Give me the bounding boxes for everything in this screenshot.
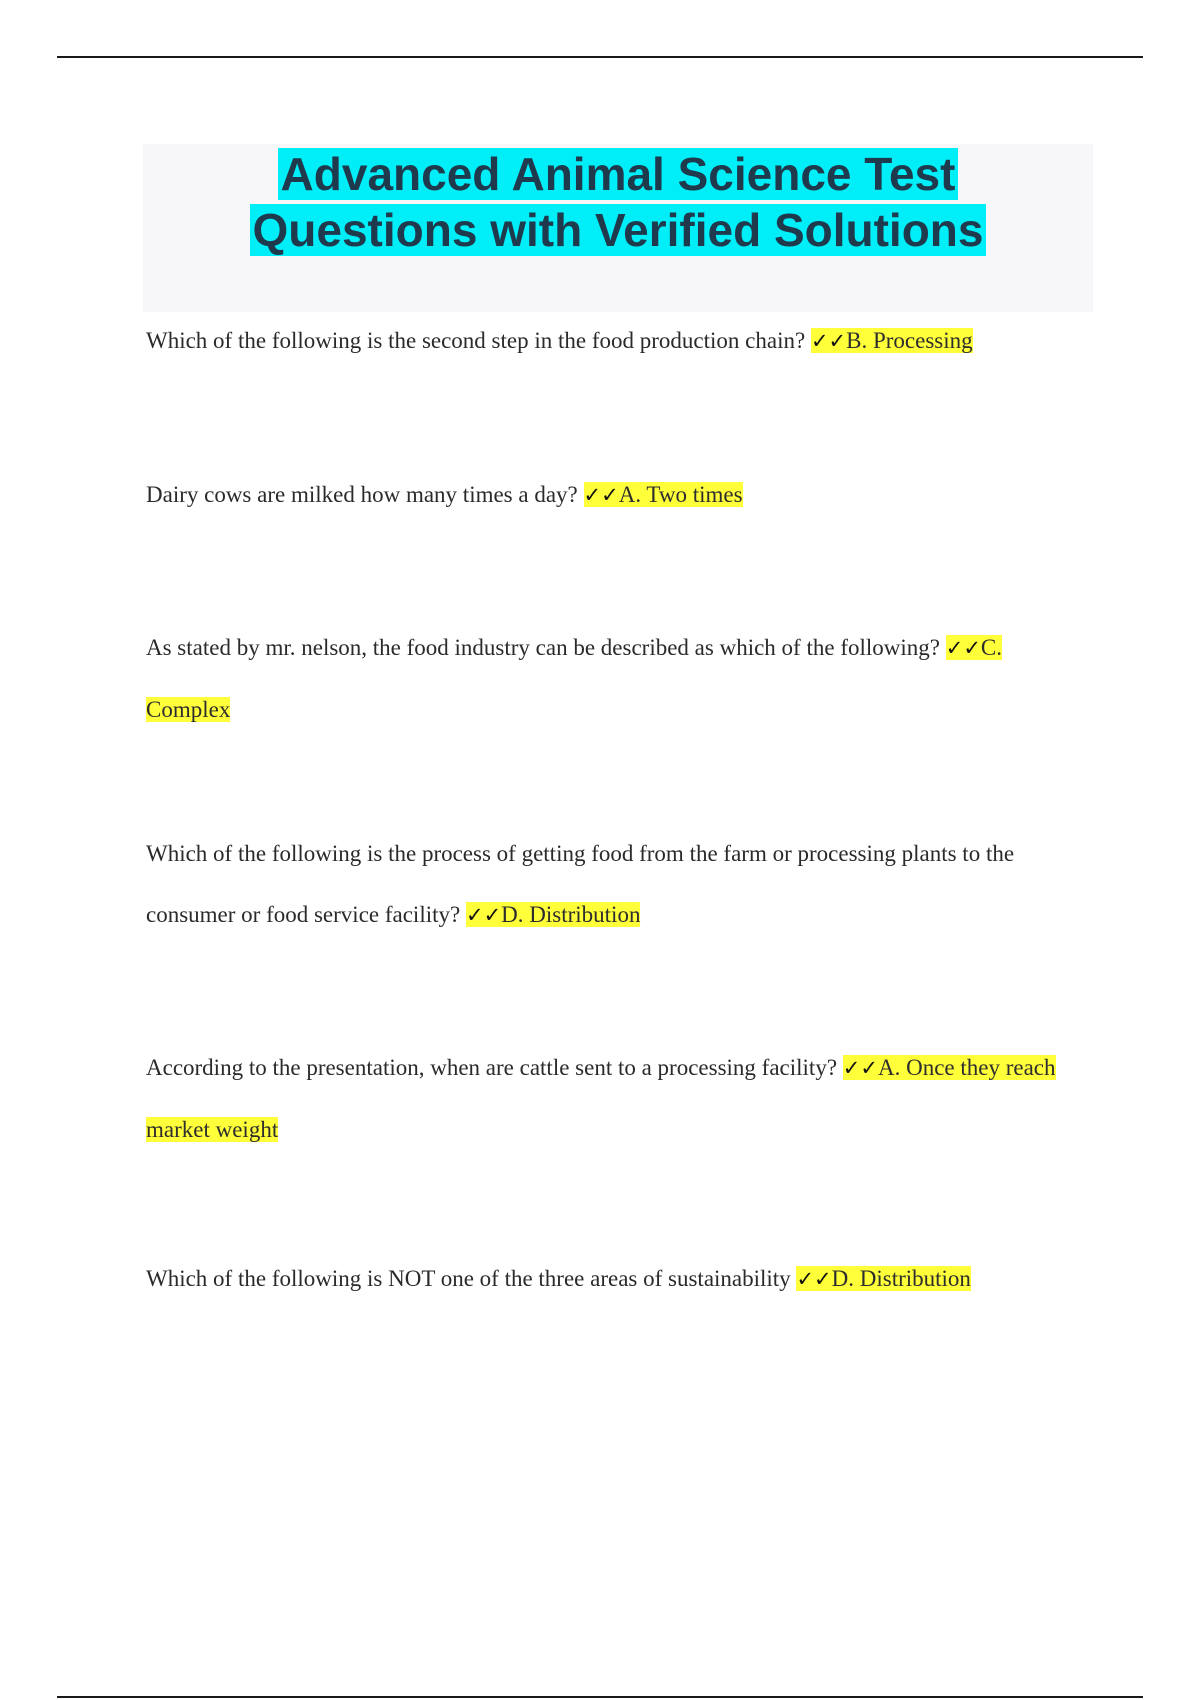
question-text: Which of the following is the second step in the food production chain? — [146, 328, 806, 353]
question-item — [146, 1037, 1086, 1160]
answer-highlight — [811, 328, 973, 353]
double-check-icon: ✓✓ — [796, 1267, 832, 1291]
question-text: According to the presentation, when are cattle sent to a processing facility? — [146, 1055, 838, 1080]
bottom-rule — [57, 1696, 1143, 1698]
double-check-icon: ✓✓ — [810, 329, 847, 353]
answer-text: C. Complex — [146, 635, 1003, 722]
answer-text: A. Two times — [618, 482, 743, 507]
question-item — [146, 617, 1086, 740]
answer-text: A. Once they reach market weight — [146, 1055, 1056, 1142]
answer-text: B. Processing — [846, 328, 973, 353]
question-item — [146, 823, 1086, 946]
answer-text: D. Distribution — [501, 902, 641, 927]
question-list — [146, 310, 1086, 1310]
question-text: As stated by mr. nelson, the food industry can be described as which of the following? — [146, 635, 940, 660]
question-item — [146, 464, 1086, 526]
question-text: Which of the following is NOT one of the three areas of sustainability — [146, 1266, 791, 1291]
document-title — [143, 144, 1093, 258]
question-item — [146, 310, 1086, 372]
answer-highlight — [796, 1266, 970, 1291]
double-check-icon: ✓✓ — [945, 636, 981, 660]
double-check-icon: ✓✓ — [465, 903, 502, 927]
top-rule — [57, 56, 1143, 58]
question-item — [146, 1248, 1086, 1310]
double-check-icon: ✓✓ — [583, 483, 619, 507]
question-text: Dairy cows are milked how many times a day? — [146, 482, 578, 507]
answer-highlight — [466, 902, 640, 927]
question-text: Which of the following is the process of getting food from the farm or processing plants to the consumer or food service facility? — [146, 841, 1015, 927]
answer-text: D. Distribution — [831, 1266, 971, 1291]
title-line-2: Questions with Verified Solutions — [250, 204, 987, 256]
answer-highlight — [584, 482, 743, 507]
double-check-icon: ✓✓ — [842, 1056, 878, 1080]
title-block — [143, 144, 1093, 312]
title-line-1: Advanced Animal Science Test — [278, 148, 959, 200]
